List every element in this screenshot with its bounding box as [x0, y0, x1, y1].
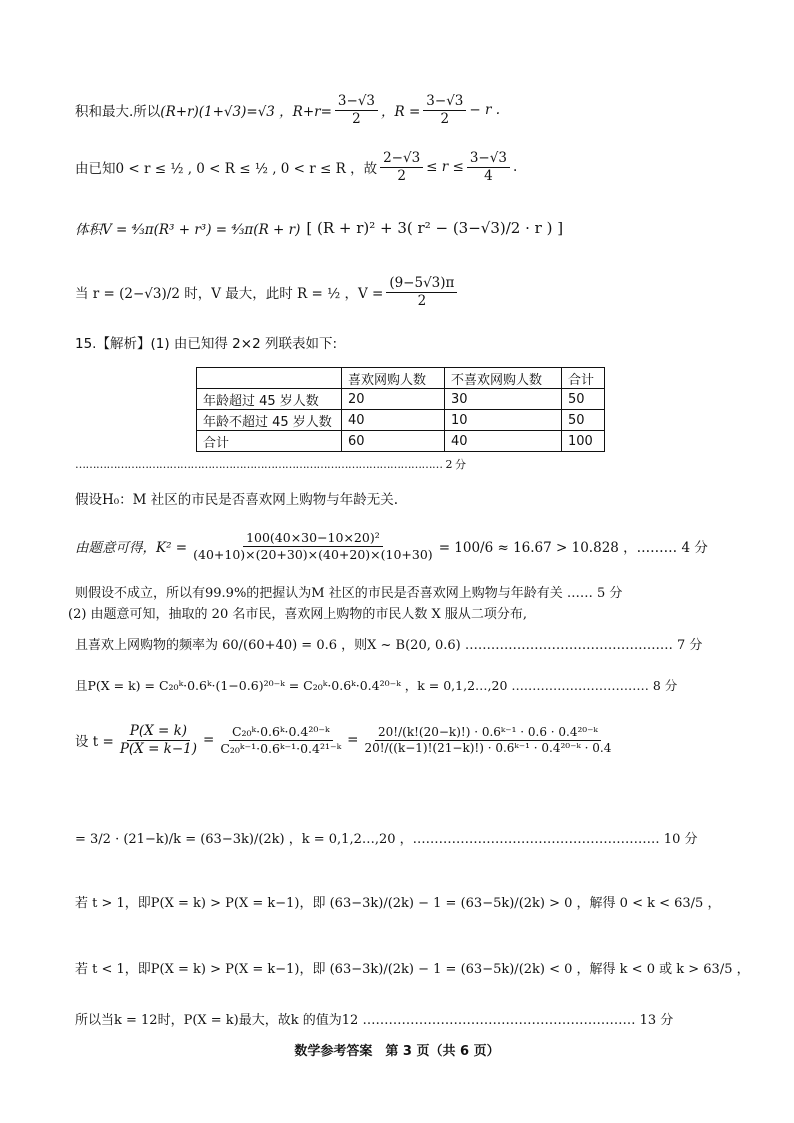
fraction-den: 2: [440, 110, 450, 127]
line-4-text: 当 r = (2−√3)/2 时，V 最大，此时 R = ½ ，V =: [75, 286, 384, 303]
table-header-cell: 喜欢网购人数: [342, 368, 445, 389]
fraction-num: 3−√3: [335, 93, 378, 111]
line-14: 若 t > 1，即P(X = k) > P(X = k−1)，即 (63−3k)/(2k) − 1 = (63−5k)/(2k) > 0 ，解得 0 < k < 63/5 ，: [75, 896, 721, 911]
contingency-table: [196, 367, 605, 452]
table-cell: 40: [445, 431, 562, 452]
table-cell: 10: [445, 410, 562, 431]
score-line-2: …………………………………………………………………………………………… 2 分: [75, 458, 466, 471]
line-9: (2) 由题意可知，抽取的 20 名市民，喜欢网上购物的市民人数 X 服从二项分布,: [68, 607, 528, 622]
table-cell: 60: [342, 431, 445, 452]
line-7: [75, 530, 708, 562]
fraction-num: 20!/(k!(20−k)!) · 0.6ᵏ⁻¹ · 0.6 · 0.4²⁰⁻ᵏ: [375, 725, 601, 741]
fraction-den: 2: [417, 292, 427, 309]
line-12: 设 t = $\frac{P(X = k)}{P(X = k-1)}$ = $\frac{\text{C₂₀ᵏ·0.6ᵏ·0.4²⁰⁻ᵏ}}{\text{C₂₀ᵏ⁻¹·0.6ᵏ⁻¹·0.4²¹⁻ᵏ}}$ = $\frac{\text{20!/(k!(20−k)!) · 0.6ᵏ⁻¹ · 0.6 · 0.4²⁰⁻ᵏ}}{\text{20!/((k−1)!(21−k)!) · 0.6ᵏ⁻¹ · 0.4²⁰⁻ᵏ · 0.4}}$: [75, 723, 617, 758]
fraction-num: P(X = k): [127, 723, 190, 741]
fraction: [423, 93, 466, 128]
line-3: [75, 218, 563, 238]
table-cell: 年龄超过 45 岁人数: [197, 389, 342, 410]
table-cell: 50: [562, 410, 605, 431]
line-1-tail: − r .: [469, 102, 501, 119]
table-cell: 100: [562, 431, 605, 452]
table-cell: 40: [342, 410, 445, 431]
line-7-tail: = 100/6 ≈ 16.67 > 10.828 ，……… 4 分: [438, 540, 708, 557]
line-16: 所以当k = 12时，P(X = k)最大，故k 的值为12 ……………………………………………………… 13 分: [75, 1013, 674, 1028]
line-2-mid: ≤ r ≤: [426, 159, 464, 176]
fraction-den: C₂₀ᵏ⁻¹·0.6ᵏ⁻¹·0.4²¹⁻ᵏ: [220, 740, 342, 756]
line-1-math: (R+r)(1+√3)=√3 ，R+r=: [160, 104, 332, 121]
fraction-den: P(X = k−1): [119, 740, 198, 757]
fraction: [380, 150, 423, 185]
line-1: [75, 93, 500, 128]
table-cell: 20: [342, 389, 445, 410]
line-13: = 3/2 · (21−k)/k = (63−3k)/(2k) ，k = 0,1,2…,20 ，………………………………………………… 10 分: [75, 832, 698, 847]
line-1-prefix: 积和最大.所以: [75, 104, 161, 121]
line-3-text: 体积V = ⁴⁄₃π(R³ + r³) = ⁴⁄₃π(R + r): [75, 222, 301, 238]
table-header-cell: [197, 368, 342, 389]
line-2: [75, 150, 517, 185]
fraction: [467, 150, 510, 185]
table-cell: 50: [562, 389, 605, 410]
fraction-den: 2: [397, 167, 406, 184]
section-15-heading: 15.【解析】(1) 由已知得 2×2 列联表如下:: [75, 336, 338, 352]
fraction-num: C₂₀ᵏ·0.6ᵏ·0.4²⁰⁻ᵏ: [229, 724, 333, 741]
page-footer: 数学参考答案 第 3 页（共 6 页）: [294, 1044, 500, 1059]
fraction-den: 2: [352, 110, 361, 127]
table-cell: 合计: [197, 431, 342, 452]
fraction-num: 3−√3: [467, 150, 510, 168]
fraction: [117, 723, 200, 758]
line-15: 若 t < 1，即P(X = k) > P(X = k−1)，即 (63−3k)/(2k) − 1 = (63−5k)/(2k) < 0 ，解得 k < 0 或 k > 63/5 ，: [75, 962, 750, 977]
table-header-cell: 合计: [562, 368, 605, 389]
line-10: 且喜欢上网购物的频率为 60/(60+40) = 0.6 ，则X ~ B(20, 0.6) ………………………………………… 7 分: [75, 638, 703, 653]
line-8: 则假设不成立，所以有99.9%的把握认为M 社区的市民是否喜欢网上购物与年龄有关 …… 5 分: [75, 586, 623, 601]
line-7-prefix: 由题意可得，K² =: [75, 540, 188, 557]
fraction-den: (40+10)×(20+30)×(40+20)×(10+30): [193, 546, 433, 562]
table-cell: 30: [445, 389, 562, 410]
fraction: [217, 724, 344, 756]
line-11: 且P(X = k) = C₂₀ᵏ·0.6ᵏ·(1−0.6)²⁰⁻ᵏ = C₂₀ᵏ·0.6ᵏ·0.4²⁰⁻ᵏ ，k = 0,1,2…,20 …………………………… 8 分: [75, 678, 678, 693]
table-cell: 年龄不超过 45 岁人数: [197, 410, 342, 431]
line-4: [75, 275, 460, 310]
fraction-num: 2−√3: [380, 150, 423, 168]
line-12-prefix: 设 t =: [75, 734, 114, 751]
fraction-num: 3−√3: [423, 93, 466, 111]
table-header-row: [197, 368, 605, 389]
line-3-bracket: [ (R + r)² + 3( r² − (3−√3)/2 · r ) ]: [306, 219, 564, 237]
line-2-text: 由已知0 < r ≤ ½ , 0 < R ≤ ½ , 0 < r ≤ R ，故: [75, 161, 378, 178]
line-6: 假设H₀：M 社区的市民是否喜欢网上购物与年龄无关.: [75, 492, 399, 508]
fraction-num: (9−5√3)π: [386, 275, 457, 293]
fraction-den: 20!/((k−1)!(21−k)!) · 0.6ᵏ⁻¹ · 0.4²⁰⁻ᵏ · 0.4: [364, 740, 612, 755]
fraction: [361, 725, 614, 756]
fraction: [335, 93, 378, 128]
fraction: [190, 530, 436, 562]
table-header-cell: 不喜欢网购人数: [445, 368, 562, 389]
fraction: [386, 275, 457, 310]
line-2-end: .: [512, 159, 518, 176]
fraction-num: 100(40×30−10×20)²: [243, 530, 383, 547]
line-1-mid: ，R =: [381, 104, 421, 121]
table-row: [197, 410, 605, 431]
fraction-den: 4: [484, 167, 493, 184]
table-row: [197, 389, 605, 410]
table-row: [197, 431, 605, 452]
